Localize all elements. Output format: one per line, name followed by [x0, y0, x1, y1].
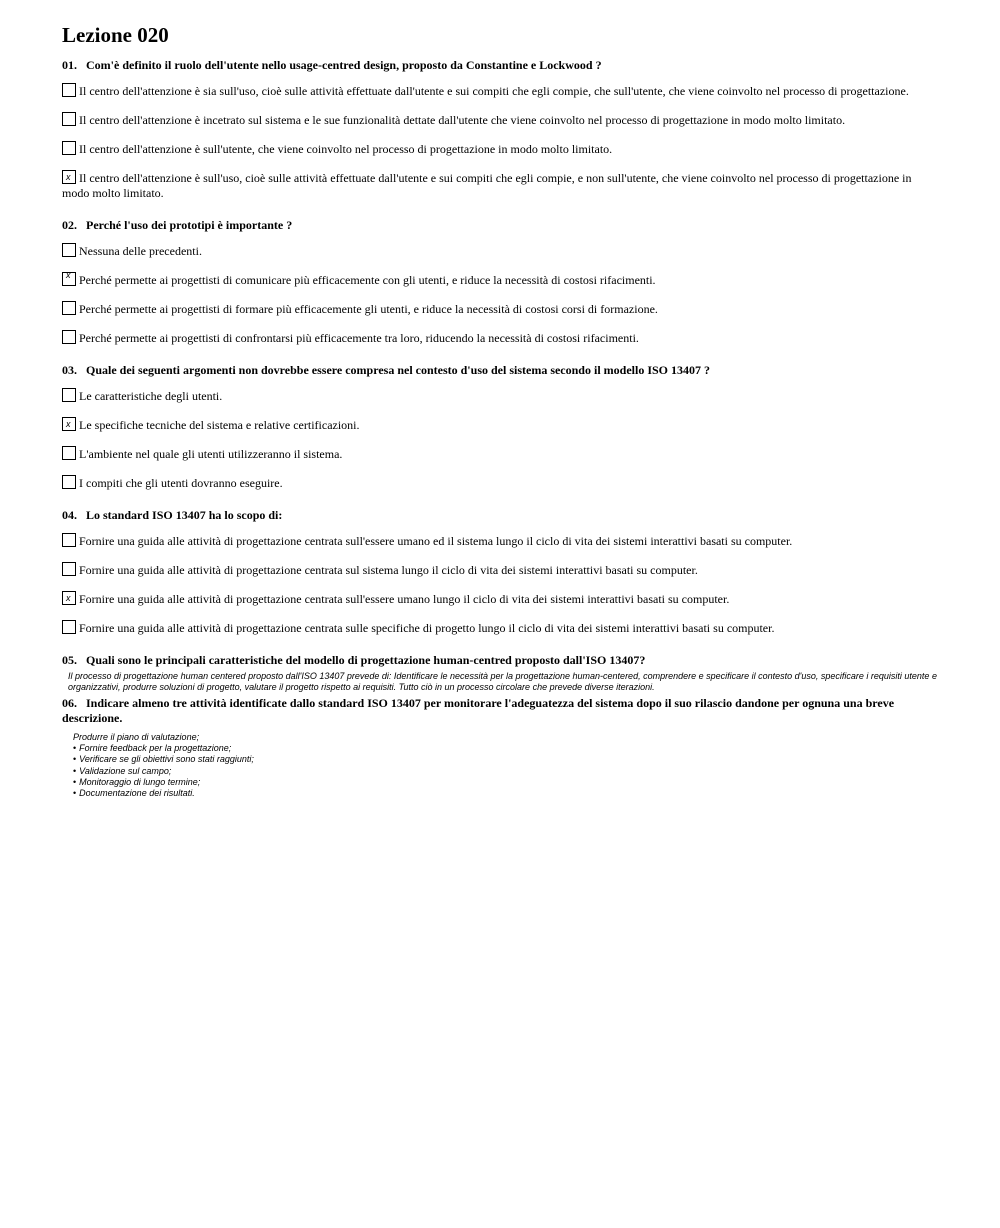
answer-option	[62, 620, 940, 636]
question-number: 06.	[62, 696, 77, 710]
question-04-options	[62, 533, 940, 636]
answer-checkbox[interactable]	[62, 591, 76, 605]
list-item	[73, 743, 940, 754]
question-text: Perché l'uso dei prototipi è importante ?	[86, 218, 293, 232]
bullet: •	[73, 765, 77, 776]
open-answer: Il processo di progettazione human centered proposto dall'ISO 13407 prevede di: Identificare le necessità per la progettazione human-centered, comprendere e specificare il contesto d'uso, specificare i requisiti utente e organizzativi, produrre soluzioni di progetto, valutare il progetto rispetto ai requisiti. Tutto ciò in un processo circolare che prevede diverse iterazioni.	[68, 671, 937, 692]
option-text: Il centro dell'attenzione è sull'utente, che viene coinvolto nel processo di progettazione in modo molto limitato.	[79, 142, 613, 156]
question-text: Com'è definito il ruolo dell'utente nello usage-centred design, proposto da Constantine e Lockwood ?	[86, 58, 602, 72]
answer-option	[62, 475, 940, 491]
question-text: Indicare almeno tre attività identificate dallo standard ISO 13407 per monitorare l'adeguatezza del sistema dopo il suo rilascio dandone per ognuna una breve descrizione.	[62, 696, 895, 725]
option-text: Le caratteristiche degli utenti.	[79, 389, 223, 403]
page-title: Lezione 020	[62, 23, 169, 47]
option-text: Le specifiche tecniche del sistema e relative certificazioni.	[79, 418, 360, 432]
answer-option	[62, 141, 940, 157]
answer-option	[62, 533, 940, 549]
question-text: Quali sono le principali caratteristiche del modello di progettazione human-centred proposto dall'ISO 13407?	[86, 653, 646, 667]
answer-option	[62, 562, 940, 578]
question-number: 02.	[62, 218, 77, 232]
list-item	[73, 788, 940, 799]
bullet: •	[73, 754, 77, 765]
check-mark: x	[66, 270, 71, 280]
list-item-text: Fornire feedback per la progettazione;	[79, 743, 232, 754]
answer-checkbox[interactable]	[62, 533, 76, 547]
answer-checkbox[interactable]	[62, 272, 76, 286]
option-text: Fornire una guida alle attività di progettazione centrata sul sistema lungo il ciclo di vita dei sistemi interattivi basati su computer.	[79, 563, 698, 577]
answer-checkbox[interactable]	[62, 388, 76, 402]
answer-checkbox[interactable]	[62, 141, 76, 155]
answer-option	[62, 243, 940, 259]
question-06	[62, 696, 940, 726]
option-text: L'ambiente nel quale gli utenti utilizzeranno il sistema.	[79, 447, 343, 461]
answer-option	[62, 446, 940, 462]
list-item	[73, 754, 940, 765]
question-02-options	[62, 243, 940, 346]
question-01	[62, 58, 940, 73]
question-number: 04.	[62, 508, 77, 522]
answer-intro: Produrre il piano di valutazione;	[73, 732, 200, 742]
question-04	[62, 508, 940, 523]
question-02	[62, 218, 940, 233]
answer-checkbox[interactable]	[62, 562, 76, 576]
answer-option	[62, 170, 940, 201]
list-item	[73, 777, 940, 788]
option-text: Nessuna delle precedenti.	[79, 244, 202, 258]
question-03	[62, 363, 940, 378]
option-text: Perché permette ai progettisti di formare più efficacemente gli utenti, e riduce la necessità di costosi corsi di formazione.	[79, 302, 658, 316]
answer-option	[62, 272, 940, 288]
check-mark: x	[66, 172, 71, 182]
answer-checkbox[interactable]	[62, 417, 76, 431]
question-01-options	[62, 83, 940, 201]
answer-checkbox[interactable]	[62, 112, 76, 126]
answer-checkbox[interactable]	[62, 301, 76, 315]
question-text: Quale dei seguenti argomenti non dovrebbe essere compresa nel contesto d'uso del sistema secondo il modello ISO 13407 ?	[86, 363, 710, 377]
option-text: Perché permette ai progettisti di comunicare più efficacemente con gli utenti, e riduce la necessità di costosi rifacimenti.	[79, 273, 656, 287]
option-text: Fornire una guida alle attività di progettazione centrata sulle specifiche di progetto lungo il ciclo di vita dei sistemi interattivi basati su computer.	[79, 621, 775, 635]
answer-checkbox[interactable]	[62, 475, 76, 489]
answer-option	[62, 112, 940, 128]
question-number: 05.	[62, 653, 77, 667]
question-number: 01.	[62, 58, 77, 72]
list-item-text: Validazione sul campo;	[79, 765, 172, 776]
document-page	[62, 22, 940, 799]
answer-checkbox[interactable]	[62, 243, 76, 257]
list-item-text: Verificare se gli obiettivi sono stati raggiunti;	[79, 754, 254, 765]
answer-checkbox[interactable]	[62, 330, 76, 344]
answer-option	[62, 301, 940, 317]
answer-checkbox[interactable]	[62, 83, 76, 97]
option-text: I compiti che gli utenti dovranno eseguire.	[79, 476, 283, 490]
list-item	[73, 766, 940, 777]
answer-option	[62, 388, 940, 404]
option-text: Fornire una guida alle attività di progettazione centrata sull'essere umano lungo il ciclo di vita dei sistemi interattivi basati su computer.	[79, 592, 730, 606]
answer-checkbox[interactable]	[62, 170, 76, 184]
bullet: •	[73, 743, 77, 754]
question-03-options	[62, 388, 940, 491]
option-text: Il centro dell'attenzione è incetrato sul sistema e le sue funzionalità dettate dall'utente che viene coinvolto nel processo di progettazione in modo molto limitato.	[79, 113, 846, 127]
question-05	[62, 653, 940, 668]
list-item-text: Documentazione dei risultati.	[79, 788, 195, 799]
bullet: •	[73, 776, 77, 787]
answer-option	[62, 417, 940, 433]
question-number: 03.	[62, 363, 77, 377]
answer-checkbox[interactable]	[62, 620, 76, 634]
option-text: Perché permette ai progettisti di confrontarsi più efficacemente tra loro, riducendo la necessità di costosi rifacimenti.	[79, 331, 639, 345]
list-item-text: Monitoraggio di lungo termine;	[79, 776, 201, 787]
answer-option	[62, 591, 940, 607]
check-mark: x	[66, 593, 71, 603]
option-text: Fornire una guida alle attività di progettazione centrata sull'essere umano ed il sistema lungo il ciclo di vita dei sistemi interattivi basati su computer.	[79, 534, 793, 548]
question-text: Lo standard ISO 13407 ha lo scopo di:	[86, 508, 283, 522]
bullet: •	[73, 788, 77, 799]
option-text: Il centro dell'attenzione è sull'uso, cioè sulle attività effettuate dall'utente e sui compiti che egli compie, e non sull'utente, che viene coinvolto nel processo di progettazione in modo molto limitato.	[62, 171, 912, 200]
answer-option	[62, 83, 940, 99]
open-answer-list	[73, 732, 940, 799]
answer-checkbox[interactable]	[62, 446, 76, 460]
option-text: Il centro dell'attenzione è sia sull'uso, cioè sulle attività effettuate dall'utente e sui compiti che egli compie, che sull'utente, che viene coinvolto nel processo di progettazione.	[79, 84, 909, 98]
answer-option	[62, 330, 940, 346]
check-mark: x	[66, 419, 71, 429]
